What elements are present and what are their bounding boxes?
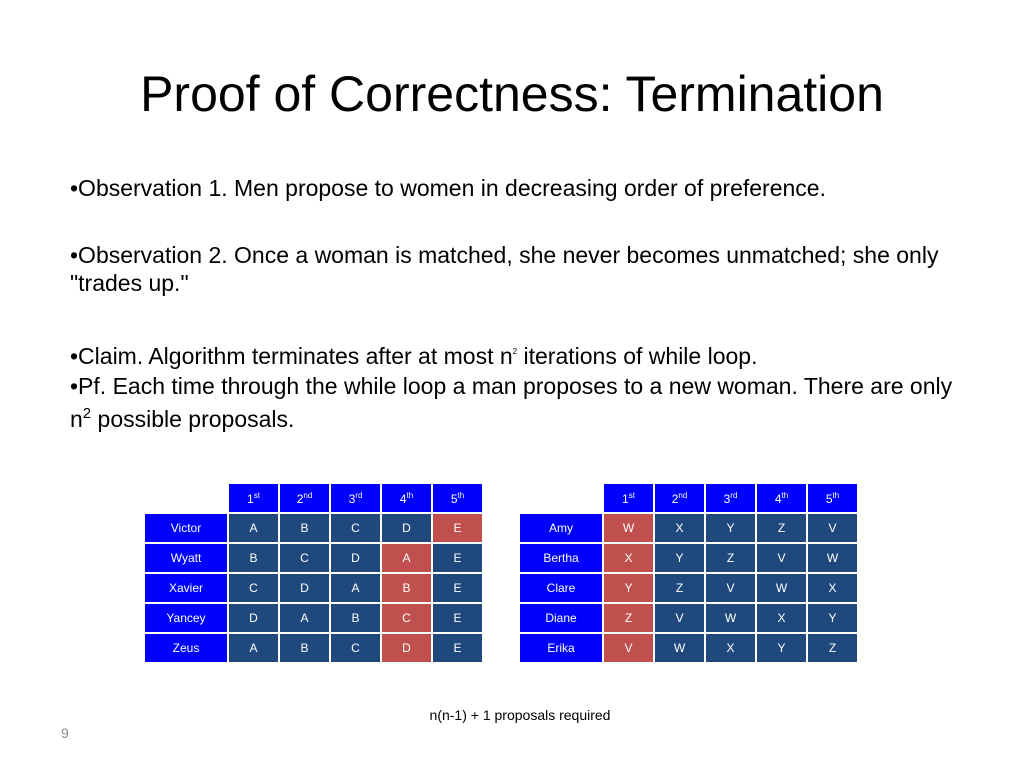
person-name: Victor [145,514,227,542]
preference-row [145,544,482,572]
rank-suffix: th [406,490,414,500]
preference-cell: B [331,604,380,632]
bullet-proof [70,372,970,433]
preference-cell: Y [808,604,857,632]
bullet-observation-1: •Observation 1. Men propose to women in decreasing order of preference. [70,175,826,201]
proof-text-end: possible proposals. [91,406,295,432]
preference-row [520,634,857,662]
preference-row [145,514,482,542]
rank-number: 4 [399,491,407,506]
preference-row [145,574,482,602]
matched-preference-cell: E [433,514,482,542]
proposals-caption: n(n-1) + 1 proposals required [429,707,611,723]
preference-cell: Z [757,514,806,542]
rank-suffix: th [781,490,789,500]
bullet-claim [70,338,970,370]
page-number: 9 [61,725,69,741]
preference-cell: E [433,544,482,572]
proof-text: •Pf. Each time through the while loop a man proposes to a new woman. There are only n [70,373,953,432]
rank-header-row [145,484,482,512]
person-name: Diane [520,604,602,632]
preference-cell: V [655,604,704,632]
rank-header [433,484,482,512]
rank-header [280,484,329,512]
claim-exponent: 2 [512,347,518,356]
preference-cell: A [229,634,278,662]
preference-cell: Z [808,634,857,662]
preference-cell: C [280,544,329,572]
rank-header [808,484,857,512]
rank-suffix: rd [730,490,738,500]
person-name: Yancey [145,604,227,632]
preference-cell: X [808,574,857,602]
person-name: Zeus [145,634,227,662]
rank-number: 5 [825,491,833,506]
preference-cell: Z [706,544,755,572]
rank-number: 3 [348,491,356,506]
preference-cell: W [655,634,704,662]
rank-suffix: st [253,490,260,500]
claim-text: •Claim. Algorithm terminates after at most n [70,343,513,369]
matched-preference-cell: W [604,514,653,542]
preference-cell: Y [757,634,806,662]
rank-suffix: nd [303,490,313,500]
matched-preference-cell: B [382,574,431,602]
rank-header [331,484,380,512]
rank-header [229,484,278,512]
preference-cell: A [331,574,380,602]
rank-suffix: nd [678,490,688,500]
preference-cell: B [280,514,329,542]
men-preference-table [143,482,484,664]
rank-suffix: rd [355,490,363,500]
person-name: Bertha [520,544,602,572]
rank-number: 3 [723,491,731,506]
person-name: Erika [520,634,602,662]
matched-preference-cell: V [604,634,653,662]
preference-cell: Y [706,514,755,542]
bullet-observation-2: •Observation 2. Once a woman is matched, she never becomes unmatched; she only "trades up." [70,242,939,296]
rank-number: 2 [296,491,304,506]
matched-preference-cell: X [604,544,653,572]
preference-cell: X [706,634,755,662]
preference-cell: D [280,574,329,602]
proof-exponent: 2 [82,405,92,422]
preference-cell: X [655,514,704,542]
preference-cell: C [331,634,380,662]
corner-cell [520,484,602,512]
preference-cell: D [382,514,431,542]
slide-title: Proof of Correctness: Termination [140,66,884,122]
preference-row [520,544,857,572]
preference-cell: V [757,544,806,572]
preference-cell: W [757,574,806,602]
rank-header [382,484,431,512]
preference-cell: V [706,574,755,602]
preference-row [520,574,857,602]
preference-cell: D [331,544,380,572]
rank-header [604,484,653,512]
preference-cell: B [229,544,278,572]
preference-row [520,514,857,542]
preference-cell: E [433,604,482,632]
rank-header [655,484,704,512]
rank-number: 4 [774,491,782,506]
preference-cell: E [433,634,482,662]
preference-cell: C [229,574,278,602]
preference-cell: V [808,514,857,542]
preference-cell: W [706,604,755,632]
person-name: Amy [520,514,602,542]
matched-preference-cell: A [382,544,431,572]
preference-row [520,604,857,632]
rank-number: 1 [622,491,629,506]
person-name: Wyatt [145,544,227,572]
preference-cell: W [808,544,857,572]
matched-preference-cell: C [382,604,431,632]
preference-cell: Y [655,544,704,572]
preference-row [145,604,482,632]
rank-number: 1 [247,491,254,506]
rank-suffix: st [628,490,635,500]
matched-preference-cell: D [382,634,431,662]
rank-suffix: th [457,490,465,500]
preference-cell: D [229,604,278,632]
rank-suffix: th [832,490,840,500]
preference-cell: E [433,574,482,602]
person-name: Xavier [145,574,227,602]
women-preference-table [518,482,859,664]
rank-number: 5 [450,491,458,506]
rank-header-row [520,484,857,512]
matched-preference-cell: Y [604,574,653,602]
preference-cell: X [757,604,806,632]
person-name: Clare [520,574,602,602]
preference-cell: A [229,514,278,542]
rank-header [706,484,755,512]
matched-preference-cell: Z [604,604,653,632]
preference-cell: Z [655,574,704,602]
preference-row [145,634,482,662]
preference-cell: A [280,604,329,632]
rank-number: 2 [671,491,679,506]
preference-cell: C [331,514,380,542]
rank-header [757,484,806,512]
claim-text-end: iterations of while loop. [517,343,758,369]
preference-cell: B [280,634,329,662]
corner-cell [145,484,227,512]
